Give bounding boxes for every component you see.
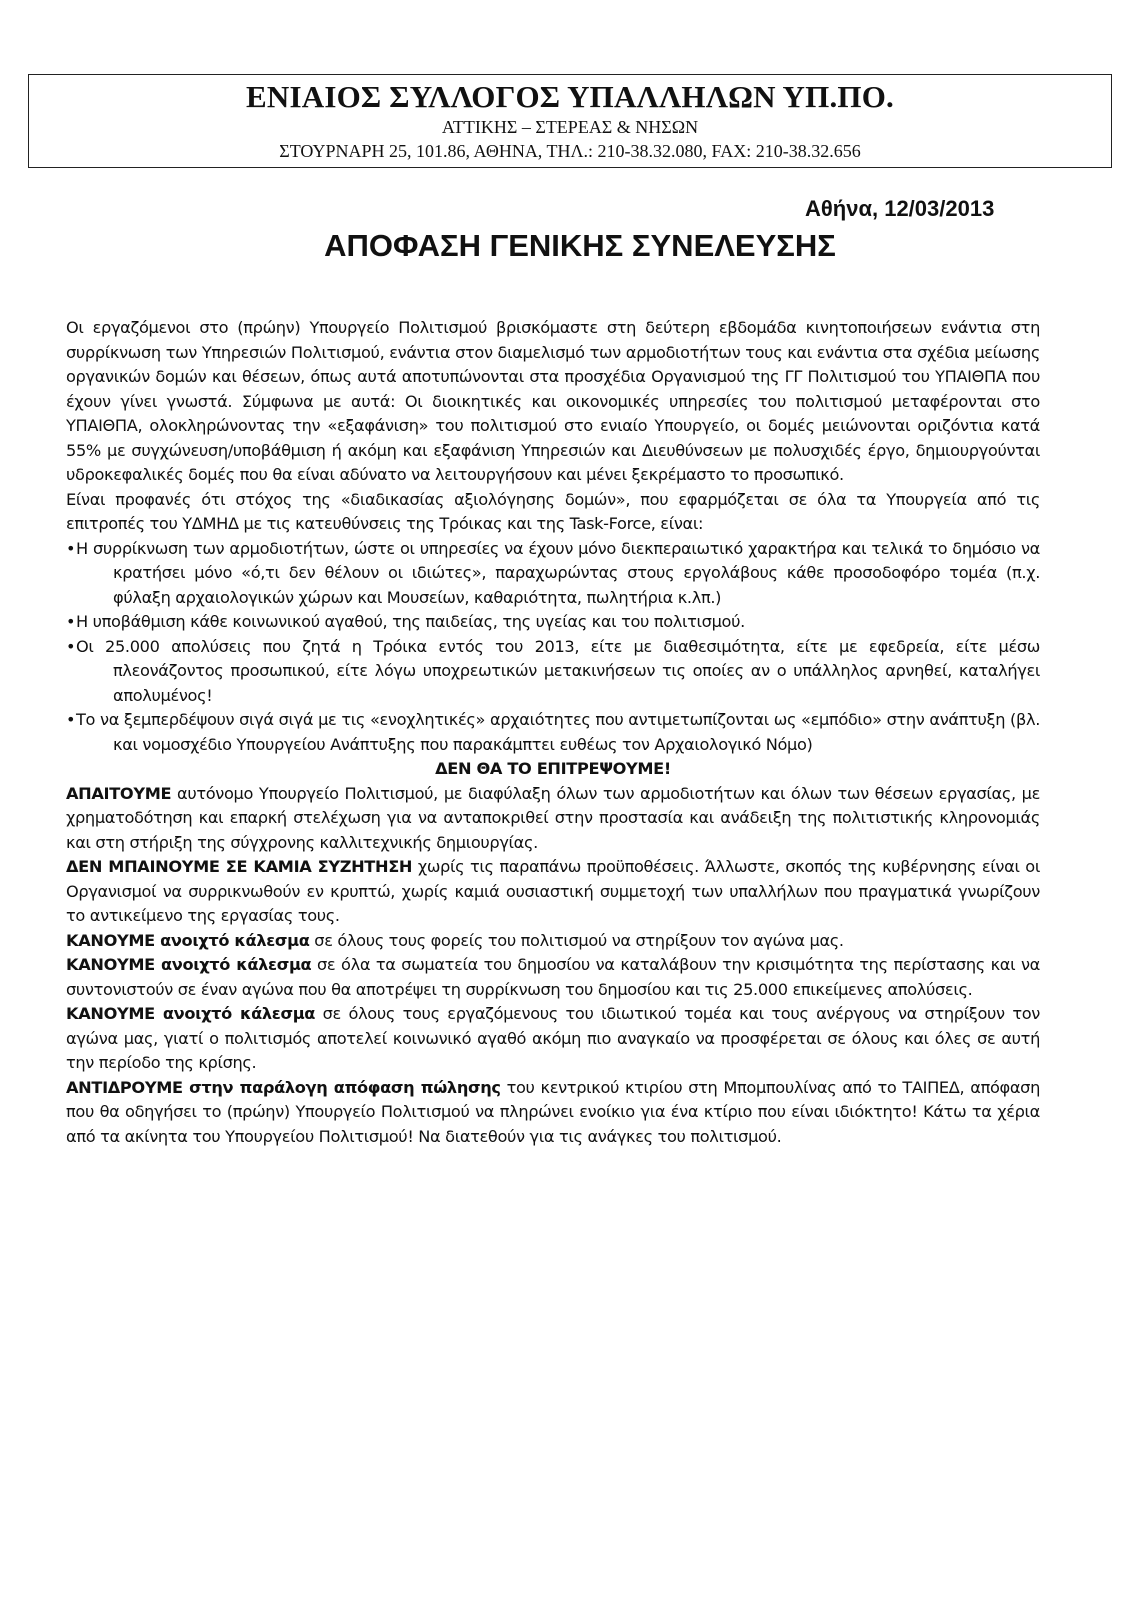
demand-paragraph	[66, 953, 1040, 1002]
bullet-icon: •	[66, 538, 76, 558]
bullet-list	[66, 537, 1040, 758]
bullet-text: Η συρρίκνωση των αρμοδιοτήτων, ώστε οι υπηρεσίες να έχουν μόνο διεκπεραιωτικό χαρακτήρα και τελικά το δημόσιο να κρατήσει μόνο «ό,τι δεν θέλουν οι ιδιώτες», παραχωρώντας στους εργολάβους κάθε προσοδοφόρο τομέα (π.χ. φύλαξη αρχαιολογικών χώρων και Μουσείων, καθαριότητα, πωλητήρια κ.λπ.)	[76, 538, 1040, 607]
organization-name: ΕΝΙΑΙΟΣ ΣΥΛΛΟΓΟΣ ΥΠΑΛΛΗΛΩΝ ΥΠ.ΠΟ.	[246, 79, 894, 114]
organization-region: ΑΤΤΙΚΗΣ – ΣΤΕΡΕΑΣ & ΝΗΣΩΝ	[441, 117, 699, 137]
bullet-item	[66, 708, 1040, 757]
bullet-icon: •	[66, 636, 76, 656]
bullet-item	[66, 610, 1040, 635]
intro-paragraph: Οι εργαζόμενοι στο (πρώην) Υπουργείο Πολιτισμού βρισκόμαστε στη δεύτερη εβδομάδα κινητοποιήσεων ενάντια στη συρρίκνωση των Υπηρεσιών Πολιτισμού, ενάντια στον διαμελισμό των αρμοδιοτήτων τους και ενάντια στα σχέδια μείωσης οργανικών δομών και θέσεων, όπως αυτά αποτυπώνονται στα προσχέδια Οργανισμού της ΓΓ Πολιτισμού του ΥΠΑΙΘΠΑ που έχουν γίνει γνωστά. Σύμφωνα με αυτά: Οι διοικητικές και οικονομικές υπηρεσίες του πολιτισμού μεταφέρονται στο ΥΠΑΙΘΠΑ, ολοκληρώνοντας την «εξαφάνιση» του πολιτισμού στο ενιαίο Υπουργείο, οι δομές μειώνονται οριζόντια κατά 55% με συγχώνευση/υποβάθμιση ή ακόμη και εξαφάνιση Υπηρεσιών και Διευθύνσεων με πολυσχιδές έργο, δημιουργούνται υδροκεφαλικές δομές που θα είναι αδύνατο να λειτουργήσουν και μένει ξεκρέμαστο το προσωπικό.	[66, 318, 1040, 484]
bullet-text: Η υποβάθμιση κάθε κοινωνικού αγαθού, της παιδείας, της υγείας και του πολιτισμού.	[76, 612, 745, 631]
document-title: ΑΠΟΦΑΣΗ ΓΕΝΙΚΗΣ ΣΥΝΕΛΕΥΣΗΣ	[324, 228, 836, 263]
demand-paragraph	[66, 1076, 1040, 1150]
slogan-heading: ΔΕΝ ΘΑ ΤΟ ΕΠΙΤΡΕΨΟΥΜΕ!	[435, 759, 671, 778]
goal-paragraph: Είναι προφανές ότι στόχος της «διαδικασίας αξιολόγησης δομών», που εφαρμόζεται σε όλα τα Υπουργεία από τις επιτροπές του ΥΔΜΗΔ με τις κατευθύνσεις της Τρόικας και της Task-Force, είναι:	[66, 489, 1040, 533]
demand-text: αυτόνομο Υπουργείο Πολιτισμού, με διαφύλαξη όλων των αρμοδιοτήτων και όλων των θέσεων εργασίας, με χρηματοδότηση και επαρκή στελέχωση για να ανταποκριθεί στην προστασία και ανάδειξη της πολιτιστικής κληρονομιάς και στη στήριξη της σύγχρονης καλλιτεχνικής δημιουργίας.	[66, 783, 1040, 852]
demand-lead: ΔΕΝ ΜΠΑΙΝΟΥΜΕ ΣΕ ΚΑΜΙΑ ΣΥΖΗΤΗΣΗ	[66, 857, 413, 876]
bullet-text: Το να ξεμπερδέψουν σιγά σιγά με τις «ενοχλητικές» αρχαιότητες που αντιμετωπίζονται ως «εμπόδιο» στην ανάπτυξη (βλ. και νομοσχέδιο Υπουργείου Ανάπτυξης που παρακάμπτει ευθέως τον Αρχαιολογικό Νόμο)	[76, 710, 1040, 754]
document-date: Αθήνα, 12/03/2013	[805, 196, 995, 221]
demand-lead: ΑΝΤΙΔΡΟΥΜΕ στην παράλογη απόφαση πώλησης	[66, 1077, 501, 1097]
organization-address: ΣΤΟΥΡΝΑΡΗ 25, 101.86, ΑΘΗΝΑ, ΤΗΛ.: 210-38.32.080, FAX: 210-38.32.656	[279, 141, 861, 161]
document-body	[66, 316, 1040, 1149]
letterhead	[28, 74, 1112, 168]
demand-lead: ΚΑΝΟΥΜΕ ανοιχτό κάλεσμα	[66, 930, 310, 950]
demand-lead: ΑΠΑΙΤΟΥΜΕ	[66, 783, 172, 803]
bullet-icon: •	[66, 612, 76, 631]
demand-text: χωρίς τις παραπάνω προϋποθέσεις. Άλλωστε, σκοπός της κυβέρνησης είναι οι Οργανισμοί να συρρικνωθούν εν κρυπτώ, χωρίς καμιά ουσιαστική συμμετοχή των υπαλλήλων που πραγματικά γνωρίζουν το αντικείμενο της εργασίας τους.	[66, 857, 1040, 925]
bullet-text: Οι 25.000 απολύσεις που ζητά η Τρόικα εντός του 2013, είτε με διαθεσιμότητα, είτε με εφεδρεία, είτε μέσω πλεονάζοντος προσωπικού, είτε λόγω υποχρεωτικών μετακινήσεων τις οποίες αν ο υπάλληλος αρνηθεί, καταλήγει απολυμένος!	[76, 636, 1040, 705]
demand-paragraph	[66, 929, 1040, 954]
demand-lead: ΚΑΝΟΥΜΕ ανοιχτό κάλεσμα	[66, 955, 312, 974]
bullet-icon: •	[66, 710, 76, 729]
demand-text: σε όλους τους φορείς του πολιτισμού να στηρίξουν τον αγώνα μας.	[309, 930, 844, 950]
demand-paragraph	[66, 1002, 1040, 1076]
bullet-item	[66, 635, 1040, 709]
bullet-item	[66, 537, 1040, 611]
demand-paragraph	[66, 782, 1040, 856]
demand-text: σε όλους τους εργαζόμενους του ιδιωτικού τομέα και τους ανέργους να στηρίξουν τον αγώνα μας, γιατί ο πολιτισμός αποτελεί κοινωνικό αγαθό ακόμη πιο αναγκαίο να προσφέρεται σε όλους και όλες σε αυτή την περίοδο της κρίσης.	[66, 1004, 1040, 1072]
demand-text: του κεντρικού κτιρίου στη Μπομπουλίνας από το ΤΑΙΠΕΔ, απόφαση που θα οδηγήσει το (πρώην) Υπουργείο Πολιτισμού να πληρώνει ενοίκιο για ένα κτίριο που είναι ιδιόκτητο! Κάτω τα χέρια από τα ακίνητα του Υπουργείου Πολιτισμού! Να διατεθούν για τις ανάγκες του πολιτισμού.	[66, 1077, 1041, 1146]
demand-text: σε όλα τα σωματεία του δημοσίου να καταλάβουν την κρισιμότητα της περίστασης και να συντονιστούν σε έναν αγώνα που θα αποτρέψει τη συρρίκνωση του δημοσίου και τις 25.000 επικείμενες απολύσεις.	[66, 955, 1040, 999]
demand-paragraph	[66, 855, 1040, 929]
demand-lead: ΚΑΝΟΥΜΕ ανοιχτό κάλεσμα	[66, 1004, 316, 1023]
